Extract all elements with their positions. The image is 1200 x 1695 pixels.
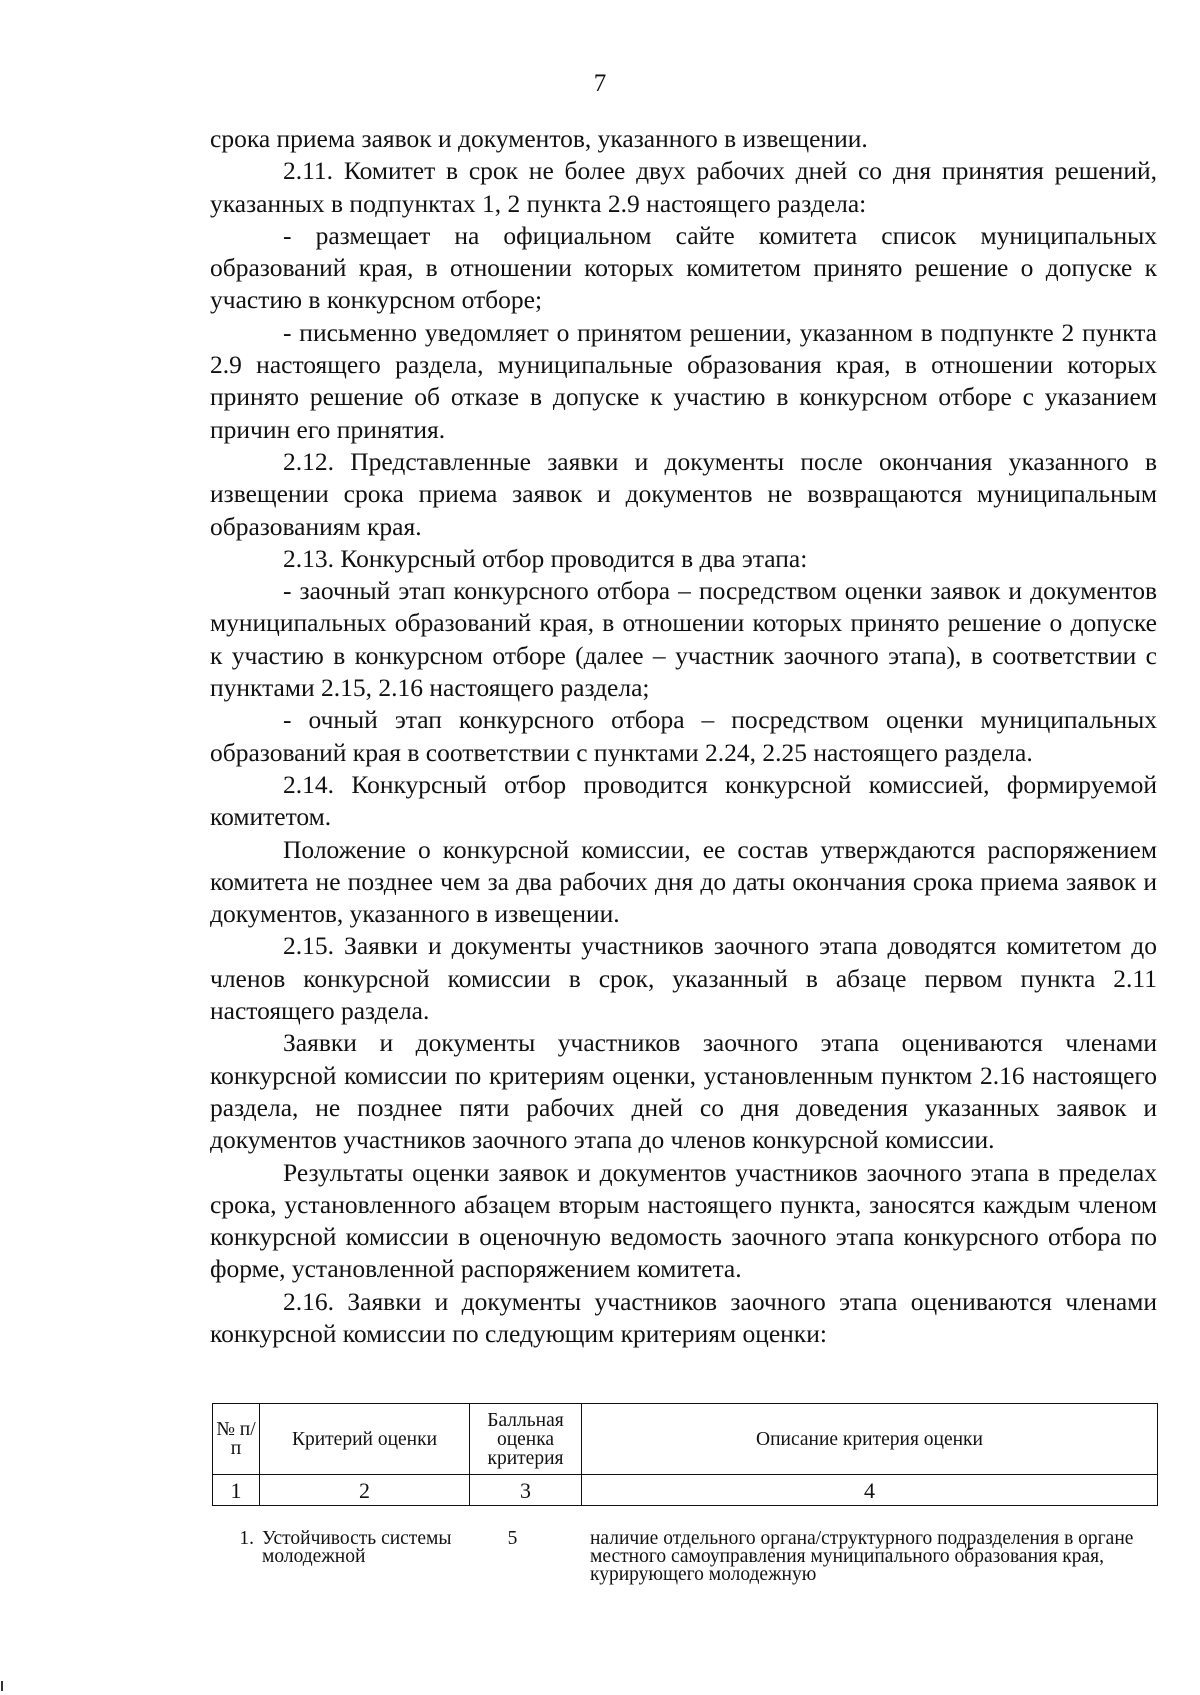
page-number: 7: [593, 70, 607, 97]
paragraph: - очный этап конкурсного отбора – посредством оценки муниципальных образований края в соответствии с пунктами 2.24, 2.25 настоящего раздела.: [210, 705, 1157, 767]
row-criterion: Устойчивость системы молодежной: [262, 1528, 452, 1567]
paragraph: 2.14. Конкурсный отбор проводится конкурсной комиссией, формируемой комитетом.: [210, 769, 1157, 832]
document-body: [210, 123, 1157, 1350]
paragraph: - размещает на официальном сайте комитета список муниципальных образований края, в отношении которых комитетом принято решение о допуске к участию в конкурсном отборе;: [210, 220, 1157, 315]
header-description: Описание критерия оценки: [582, 1404, 1158, 1475]
table-row: [212, 1530, 1158, 1585]
paragraph: Результаты оценки заявок и документов участников заочного этапа в пределах срока, установленного абзацем вторым настоящего пункта, заносятся каждым членом конкурсной комиссии в оценочную ведомость заочного этапа конкурсного отбора по форме, установленной распоряжением комитета.: [210, 1157, 1157, 1284]
paragraph: 2.12. Представленные заявки и документы после окончания указанного в извещении срока приема заявок и документов не возвращаются муниципальным образованиям края.: [210, 446, 1157, 541]
scan-edge-mark: [1, 1681, 3, 1691]
paragraph: 2.16. Заявки и документы участников заочного этапа оцениваются членами конкурсной комиссии по следующим критериям оценки:: [210, 1286, 1157, 1348]
paragraph: срока приема заявок и документов, указанного в извещении.: [210, 124, 868, 153]
paragraph: - письменно уведомляет о принятом решении, указанном в подпункте 2 пункта 2.9 настоящего раздела, муниципальные образования края, в отношении которых принято решение об отказе в допуске к участию в конкурсном отборе с указанием причин его принятия.: [210, 317, 1157, 444]
paragraph: 2.13. Конкурсный отбор проводится в два этапа:: [283, 543, 808, 573]
column-number-row: [213, 1475, 1158, 1506]
paragraph: - заочный этап конкурсного отбора – посредством оценки заявок и документов муниципальных образований края, в отношении которых принято решение о допуске к участию в конкурсном отборе (далее – участник заочного этапа), в соответствии с пунктами 2.15, 2.16 настоящего раздела;: [210, 576, 1157, 703]
row-number: 1.: [239, 1528, 254, 1549]
column-number: 1: [213, 1475, 260, 1506]
header-criterion: Критерий оценки: [260, 1404, 470, 1475]
header-score: Балльная оценка критерия: [470, 1404, 582, 1475]
column-number: 2: [260, 1475, 470, 1506]
row-description: наличие отдельного органа/структурного подразделения в органе местного самоуправления муниципального образования края, курирующего молодежную: [590, 1528, 1134, 1585]
table-header-row: [213, 1404, 1158, 1475]
header-number: № п/п: [213, 1404, 260, 1475]
column-number: 3: [470, 1475, 582, 1506]
paragraph: 2.11. Комитет в срок не более двух рабочих дней со дня принятия решений, указанных в подпунктах 1, 2 пункта 2.9 настоящего раздела:: [210, 156, 1157, 218]
paragraph: Положение о конкурсной комиссии, ее состав утверждаются распоряжением комитета не позднее чем за два рабочих дня до даты окончания срока приема заявок и документов, указанного в извещении.: [210, 834, 1157, 929]
row-score: 5: [507, 1528, 518, 1549]
paragraph: 2.15. Заявки и документы участников заочного этапа доводятся комитетом до членов конкурсной комиссии в срок, указанный в абзаце первом пункта 2.11 настоящего раздела.: [210, 931, 1157, 1026]
column-number: 4: [582, 1475, 1158, 1506]
criteria-table: [212, 1403, 1158, 1506]
paragraph: Заявки и документы участников заочного этапа оцениваются членами конкурсной комиссии по критериям оценки, установленным пунктом 2.16 настоящего раздела, не позднее пяти рабочих дней со дня доведения указанных заявок и документов участников заочного этапа до членов конкурсной комиссии.: [210, 1028, 1157, 1155]
